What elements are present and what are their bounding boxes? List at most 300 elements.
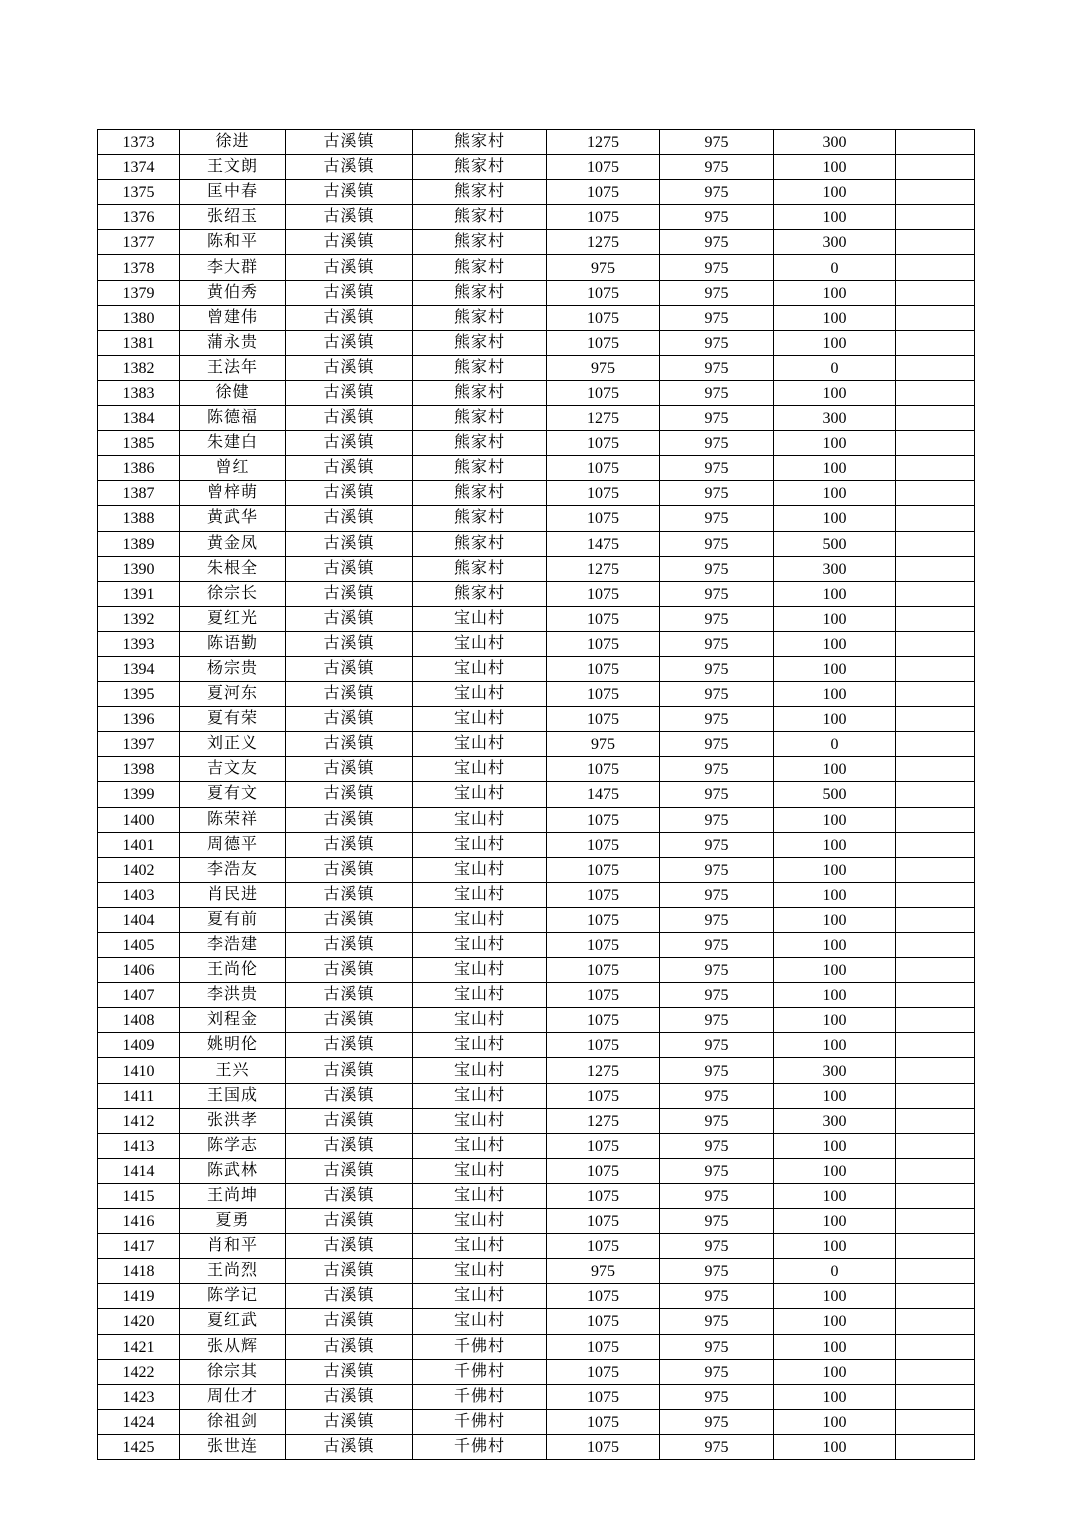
- cell-base: 975: [660, 205, 774, 230]
- cell-village: 熊家村: [413, 380, 547, 405]
- cell-total: 975: [547, 255, 660, 280]
- cell-town: 古溪镇: [286, 1158, 413, 1183]
- cell-name: 陈德福: [180, 406, 286, 431]
- cell-town: 古溪镇: [286, 631, 413, 656]
- cell-name: 陈和平: [180, 230, 286, 255]
- cell-town: 古溪镇: [286, 581, 413, 606]
- cell-name: 王文朗: [180, 155, 286, 180]
- cell-total: 1275: [547, 1108, 660, 1133]
- cell-note: [896, 1083, 975, 1108]
- cell-total: 1075: [547, 1309, 660, 1334]
- cell-no: 1390: [98, 556, 180, 581]
- cell-village: 千佛村: [413, 1334, 547, 1359]
- cell-total: 1075: [547, 807, 660, 832]
- cell-note: [896, 581, 975, 606]
- cell-total: 1075: [547, 380, 660, 405]
- cell-base: 975: [660, 1409, 774, 1434]
- cell-name: 朱建白: [180, 431, 286, 456]
- cell-diff: 100: [774, 958, 896, 983]
- cell-note: [896, 155, 975, 180]
- cell-diff: 100: [774, 305, 896, 330]
- cell-town: 古溪镇: [286, 1234, 413, 1259]
- table-row: [98, 1033, 975, 1058]
- cell-village: 宝山村: [413, 983, 547, 1008]
- cell-name: 夏有荣: [180, 707, 286, 732]
- cell-note: [896, 656, 975, 681]
- cell-diff: 500: [774, 782, 896, 807]
- cell-town: 古溪镇: [286, 1183, 413, 1208]
- cell-village: 熊家村: [413, 581, 547, 606]
- cell-no: 1421: [98, 1334, 180, 1359]
- cell-diff: 100: [774, 380, 896, 405]
- cell-village: 宝山村: [413, 1234, 547, 1259]
- cell-base: 975: [660, 857, 774, 882]
- cell-village: 宝山村: [413, 958, 547, 983]
- cell-note: [896, 1058, 975, 1083]
- cell-no: 1373: [98, 130, 180, 155]
- table-row: [98, 556, 975, 581]
- cell-total: 1075: [547, 581, 660, 606]
- table-row: [98, 1108, 975, 1133]
- cell-no: 1416: [98, 1209, 180, 1234]
- cell-no: 1388: [98, 506, 180, 531]
- cell-diff: 100: [774, 656, 896, 681]
- cell-name: 朱根全: [180, 556, 286, 581]
- cell-base: 975: [660, 682, 774, 707]
- cell-no: 1402: [98, 857, 180, 882]
- cell-name: 王国成: [180, 1083, 286, 1108]
- cell-town: 古溪镇: [286, 707, 413, 732]
- cell-base: 975: [660, 180, 774, 205]
- cell-village: 熊家村: [413, 531, 547, 556]
- cell-town: 古溪镇: [286, 1384, 413, 1409]
- cell-total: 1075: [547, 506, 660, 531]
- cell-town: 古溪镇: [286, 1309, 413, 1334]
- cell-village: 宝山村: [413, 807, 547, 832]
- cell-total: 1075: [547, 431, 660, 456]
- cell-base: 975: [660, 1158, 774, 1183]
- cell-base: 975: [660, 757, 774, 782]
- cell-note: [896, 531, 975, 556]
- cell-base: 975: [660, 255, 774, 280]
- cell-town: 古溪镇: [286, 757, 413, 782]
- cell-note: [896, 782, 975, 807]
- cell-diff: 0: [774, 1259, 896, 1284]
- cell-village: 千佛村: [413, 1434, 547, 1459]
- cell-no: 1379: [98, 280, 180, 305]
- cell-base: 975: [660, 606, 774, 631]
- cell-name: 王尚伦: [180, 958, 286, 983]
- cell-village: 宝山村: [413, 1158, 547, 1183]
- table-row: [98, 682, 975, 707]
- cell-note: [896, 958, 975, 983]
- cell-base: 975: [660, 1359, 774, 1384]
- cell-no: 1396: [98, 707, 180, 732]
- cell-town: 古溪镇: [286, 882, 413, 907]
- table-row: [98, 983, 975, 1008]
- cell-no: 1397: [98, 732, 180, 757]
- cell-no: 1398: [98, 757, 180, 782]
- table-row: [98, 958, 975, 983]
- cell-diff: 300: [774, 130, 896, 155]
- cell-name: 肖民进: [180, 882, 286, 907]
- cell-no: 1392: [98, 606, 180, 631]
- cell-diff: 100: [774, 1133, 896, 1158]
- cell-village: 宝山村: [413, 1209, 547, 1234]
- cell-diff: 100: [774, 1234, 896, 1259]
- table-row: [98, 1158, 975, 1183]
- cell-village: 熊家村: [413, 280, 547, 305]
- cell-note: [896, 481, 975, 506]
- cell-total: 1075: [547, 656, 660, 681]
- table-row: [98, 832, 975, 857]
- table-row: [98, 330, 975, 355]
- cell-town: 古溪镇: [286, 907, 413, 932]
- cell-base: 975: [660, 782, 774, 807]
- cell-town: 古溪镇: [286, 807, 413, 832]
- cell-diff: 100: [774, 280, 896, 305]
- cell-name: 李大群: [180, 255, 286, 280]
- cell-base: 975: [660, 631, 774, 656]
- cell-base: 975: [660, 1259, 774, 1284]
- cell-total: 1075: [547, 1334, 660, 1359]
- cell-village: 宝山村: [413, 732, 547, 757]
- cell-diff: 0: [774, 255, 896, 280]
- cell-diff: 100: [774, 1158, 896, 1183]
- cell-no: 1409: [98, 1033, 180, 1058]
- cell-total: 1075: [547, 1284, 660, 1309]
- cell-note: [896, 130, 975, 155]
- cell-town: 古溪镇: [286, 556, 413, 581]
- cell-name: 陈学记: [180, 1284, 286, 1309]
- cell-note: [896, 1008, 975, 1033]
- cell-no: 1400: [98, 807, 180, 832]
- cell-note: [896, 556, 975, 581]
- cell-no: 1414: [98, 1158, 180, 1183]
- cell-no: 1411: [98, 1083, 180, 1108]
- cell-total: 1075: [547, 330, 660, 355]
- cell-total: 1075: [547, 1008, 660, 1033]
- cell-diff: 100: [774, 882, 896, 907]
- cell-note: [896, 1158, 975, 1183]
- cell-diff: 100: [774, 1359, 896, 1384]
- cell-village: 宝山村: [413, 1058, 547, 1083]
- cell-village: 千佛村: [413, 1409, 547, 1434]
- cell-diff: 100: [774, 1309, 896, 1334]
- cell-name: 曾建伟: [180, 305, 286, 330]
- cell-name: 张世连: [180, 1434, 286, 1459]
- cell-name: 张从辉: [180, 1334, 286, 1359]
- cell-note: [896, 456, 975, 481]
- cell-town: 古溪镇: [286, 531, 413, 556]
- cell-name: 刘程金: [180, 1008, 286, 1033]
- cell-name: 徐宗其: [180, 1359, 286, 1384]
- cell-diff: 100: [774, 1284, 896, 1309]
- cell-total: 1075: [547, 707, 660, 732]
- table-row: [98, 707, 975, 732]
- cell-diff: 100: [774, 707, 896, 732]
- cell-base: 975: [660, 1284, 774, 1309]
- cell-no: 1389: [98, 531, 180, 556]
- table-row: [98, 1209, 975, 1234]
- cell-diff: 100: [774, 481, 896, 506]
- cell-diff: 100: [774, 1434, 896, 1459]
- cell-name: 李浩友: [180, 857, 286, 882]
- cell-name: 杨宗贵: [180, 656, 286, 681]
- cell-town: 古溪镇: [286, 606, 413, 631]
- cell-base: 975: [660, 707, 774, 732]
- cell-village: 宝山村: [413, 933, 547, 958]
- cell-village: 宝山村: [413, 1033, 547, 1058]
- cell-name: 夏河东: [180, 682, 286, 707]
- cell-name: 姚明伦: [180, 1033, 286, 1058]
- cell-note: [896, 933, 975, 958]
- cell-total: 1075: [547, 205, 660, 230]
- cell-base: 975: [660, 1008, 774, 1033]
- cell-base: 975: [660, 581, 774, 606]
- table-row: [98, 581, 975, 606]
- cell-name: 李浩建: [180, 933, 286, 958]
- cell-village: 宝山村: [413, 1083, 547, 1108]
- cell-name: 陈武林: [180, 1158, 286, 1183]
- cell-total: 1275: [547, 1058, 660, 1083]
- cell-note: [896, 631, 975, 656]
- cell-base: 975: [660, 983, 774, 1008]
- table-row: [98, 782, 975, 807]
- cell-village: 熊家村: [413, 506, 547, 531]
- cell-town: 古溪镇: [286, 782, 413, 807]
- cell-no: 1380: [98, 305, 180, 330]
- cell-no: 1410: [98, 1058, 180, 1083]
- cell-no: 1391: [98, 581, 180, 606]
- table-row: [98, 1359, 975, 1384]
- cell-town: 古溪镇: [286, 1008, 413, 1033]
- cell-village: 千佛村: [413, 1359, 547, 1384]
- cell-total: 1075: [547, 456, 660, 481]
- cell-diff: 300: [774, 230, 896, 255]
- table-row: [98, 882, 975, 907]
- cell-name: 陈荣祥: [180, 807, 286, 832]
- cell-village: 熊家村: [413, 481, 547, 506]
- cell-town: 古溪镇: [286, 1409, 413, 1434]
- cell-village: 宝山村: [413, 606, 547, 631]
- table-row: [98, 431, 975, 456]
- cell-village: 熊家村: [413, 205, 547, 230]
- table-row: [98, 1008, 975, 1033]
- cell-name: 曾梓萌: [180, 481, 286, 506]
- cell-name: 夏有文: [180, 782, 286, 807]
- cell-no: 1425: [98, 1434, 180, 1459]
- cell-note: [896, 1234, 975, 1259]
- cell-town: 古溪镇: [286, 155, 413, 180]
- cell-note: [896, 380, 975, 405]
- cell-town: 古溪镇: [286, 481, 413, 506]
- table-row: [98, 155, 975, 180]
- cell-village: 宝山村: [413, 656, 547, 681]
- cell-base: 975: [660, 431, 774, 456]
- cell-total: 1075: [547, 305, 660, 330]
- cell-town: 古溪镇: [286, 1334, 413, 1359]
- cell-total: 1075: [547, 757, 660, 782]
- cell-village: 千佛村: [413, 1384, 547, 1409]
- cell-note: [896, 280, 975, 305]
- cell-base: 975: [660, 958, 774, 983]
- cell-total: 1275: [547, 130, 660, 155]
- cell-diff: 500: [774, 531, 896, 556]
- cell-base: 975: [660, 506, 774, 531]
- cell-no: 1420: [98, 1309, 180, 1334]
- table-row: [98, 656, 975, 681]
- cell-village: 熊家村: [413, 130, 547, 155]
- cell-total: 1075: [547, 1133, 660, 1158]
- cell-base: 975: [660, 1083, 774, 1108]
- table-row: [98, 907, 975, 932]
- cell-town: 古溪镇: [286, 1259, 413, 1284]
- cell-village: 宝山村: [413, 882, 547, 907]
- cell-base: 975: [660, 531, 774, 556]
- cell-diff: 100: [774, 933, 896, 958]
- cell-no: 1422: [98, 1359, 180, 1384]
- cell-town: 古溪镇: [286, 205, 413, 230]
- cell-village: 宝山村: [413, 782, 547, 807]
- table-row: [98, 857, 975, 882]
- cell-diff: 300: [774, 1058, 896, 1083]
- cell-total: 1075: [547, 857, 660, 882]
- cell-name: 黄武华: [180, 506, 286, 531]
- cell-diff: 100: [774, 1334, 896, 1359]
- cell-note: [896, 1359, 975, 1384]
- cell-name: 王兴: [180, 1058, 286, 1083]
- cell-base: 975: [660, 656, 774, 681]
- cell-town: 古溪镇: [286, 933, 413, 958]
- cell-village: 宝山村: [413, 1133, 547, 1158]
- table-row: [98, 305, 975, 330]
- cell-no: 1395: [98, 682, 180, 707]
- cell-total: 1075: [547, 1359, 660, 1384]
- cell-diff: 100: [774, 1183, 896, 1208]
- cell-village: 宝山村: [413, 1284, 547, 1309]
- cell-name: 徐祖剑: [180, 1409, 286, 1434]
- cell-no: 1378: [98, 255, 180, 280]
- cell-no: 1382: [98, 355, 180, 380]
- table-row: [98, 606, 975, 631]
- cell-total: 1475: [547, 782, 660, 807]
- cell-note: [896, 230, 975, 255]
- cell-total: 1075: [547, 180, 660, 205]
- cell-total: 1075: [547, 1083, 660, 1108]
- cell-village: 宝山村: [413, 832, 547, 857]
- cell-base: 975: [660, 1033, 774, 1058]
- cell-no: 1406: [98, 958, 180, 983]
- cell-no: 1408: [98, 1008, 180, 1033]
- cell-no: 1405: [98, 933, 180, 958]
- cell-name: 李洪贵: [180, 983, 286, 1008]
- cell-note: [896, 1434, 975, 1459]
- cell-no: 1393: [98, 631, 180, 656]
- cell-base: 975: [660, 907, 774, 932]
- cell-base: 975: [660, 456, 774, 481]
- table-row: [98, 255, 975, 280]
- cell-base: 975: [660, 1434, 774, 1459]
- cell-town: 古溪镇: [286, 832, 413, 857]
- cell-name: 周仕才: [180, 1384, 286, 1409]
- cell-diff: 100: [774, 581, 896, 606]
- cell-village: 熊家村: [413, 305, 547, 330]
- cell-town: 古溪镇: [286, 983, 413, 1008]
- cell-town: 古溪镇: [286, 656, 413, 681]
- cell-note: [896, 1409, 975, 1434]
- cell-total: 1075: [547, 631, 660, 656]
- cell-diff: 100: [774, 1409, 896, 1434]
- cell-diff: 100: [774, 1209, 896, 1234]
- cell-base: 975: [660, 305, 774, 330]
- cell-town: 古溪镇: [286, 1033, 413, 1058]
- cell-name: 徐健: [180, 380, 286, 405]
- table-row: [98, 1234, 975, 1259]
- cell-town: 古溪镇: [286, 230, 413, 255]
- cell-base: 975: [660, 1183, 774, 1208]
- cell-diff: 300: [774, 406, 896, 431]
- cell-name: 夏红武: [180, 1309, 286, 1334]
- cell-note: [896, 1209, 975, 1234]
- table-row: [98, 355, 975, 380]
- cell-village: 熊家村: [413, 556, 547, 581]
- cell-town: 古溪镇: [286, 130, 413, 155]
- cell-town: 古溪镇: [286, 456, 413, 481]
- cell-no: 1401: [98, 832, 180, 857]
- cell-town: 古溪镇: [286, 355, 413, 380]
- cell-name: 肖和平: [180, 1234, 286, 1259]
- cell-note: [896, 832, 975, 857]
- cell-note: [896, 857, 975, 882]
- cell-diff: 0: [774, 355, 896, 380]
- table-row: [98, 1384, 975, 1409]
- cell-village: 熊家村: [413, 355, 547, 380]
- cell-diff: 100: [774, 155, 896, 180]
- cell-village: 宝山村: [413, 907, 547, 932]
- table-row: [98, 456, 975, 481]
- cell-name: 陈语勤: [180, 631, 286, 656]
- cell-name: 夏有前: [180, 907, 286, 932]
- table-row: [98, 1058, 975, 1083]
- cell-village: 宝山村: [413, 1008, 547, 1033]
- cell-total: 975: [547, 732, 660, 757]
- cell-name: 刘正义: [180, 732, 286, 757]
- cell-no: 1413: [98, 1133, 180, 1158]
- cell-no: 1386: [98, 456, 180, 481]
- cell-total: 975: [547, 355, 660, 380]
- table-body: [98, 130, 975, 1460]
- cell-town: 古溪镇: [286, 1434, 413, 1459]
- cell-base: 975: [660, 380, 774, 405]
- table-row: [98, 1259, 975, 1284]
- cell-no: 1407: [98, 983, 180, 1008]
- cell-diff: 100: [774, 1008, 896, 1033]
- cell-village: 宝山村: [413, 682, 547, 707]
- table-row: [98, 380, 975, 405]
- cell-town: 古溪镇: [286, 280, 413, 305]
- cell-note: [896, 205, 975, 230]
- cell-name: 黄伯秀: [180, 280, 286, 305]
- cell-diff: 100: [774, 631, 896, 656]
- cell-village: 宝山村: [413, 757, 547, 782]
- cell-village: 熊家村: [413, 155, 547, 180]
- cell-diff: 100: [774, 205, 896, 230]
- cell-total: 1075: [547, 983, 660, 1008]
- cell-no: 1375: [98, 180, 180, 205]
- table-row: [98, 1309, 975, 1334]
- cell-note: [896, 305, 975, 330]
